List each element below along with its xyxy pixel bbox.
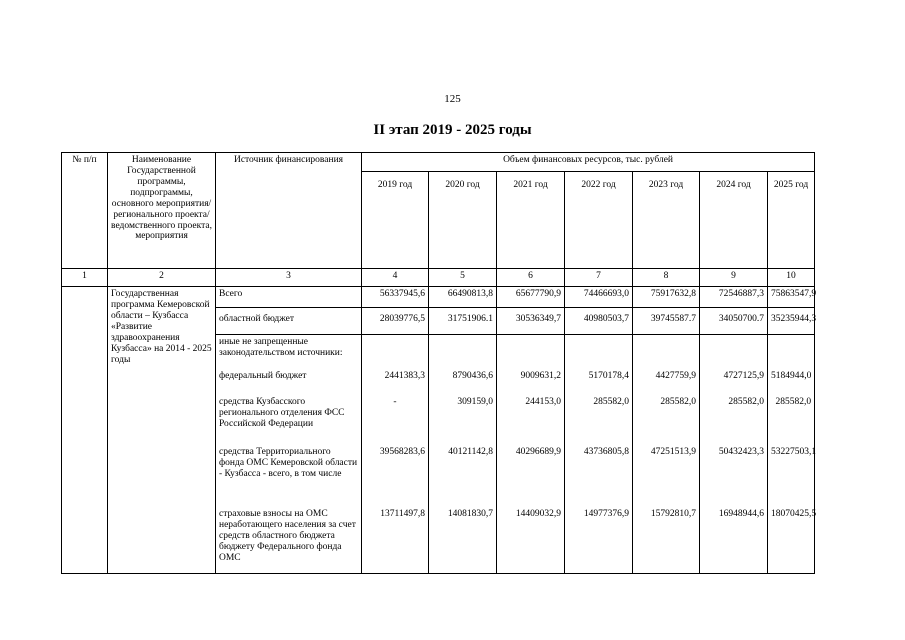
- value-cell: 285582,0: [768, 393, 815, 439]
- value-cell: 66490813,8: [429, 287, 497, 308]
- value-cell: 43736805,8: [565, 439, 633, 501]
- header-year-2021: 2021 год: [497, 172, 565, 269]
- value-cell: 8790436,6: [429, 365, 497, 393]
- header-year-2022: 2022 год: [565, 172, 633, 269]
- header-volume: Объем финансовых ресурсов, тыс. рублей: [362, 153, 815, 172]
- col-number: 6: [497, 269, 565, 287]
- col-number: 8: [633, 269, 700, 287]
- value-cell: 2441383,3: [362, 365, 429, 393]
- source-cell: иные не запрещенные законодательством источники:: [216, 335, 362, 366]
- value-cell: 34050700.7: [700, 308, 768, 335]
- header-num: № п/п: [62, 153, 108, 269]
- value-cell: 40980503,7: [565, 308, 633, 335]
- source-cell: областной бюджет: [216, 308, 362, 335]
- header-name: Наименование Государственной программы, подпрограммы, основного мероприятия/регионального проекта/ведомственного проекта, мероприятия: [108, 153, 216, 269]
- value-cell: 75917632,8: [633, 287, 700, 308]
- col-number: 3: [216, 269, 362, 287]
- value-cell: [633, 335, 700, 366]
- value-cell: 40296689,9: [497, 439, 565, 501]
- row-number-cell: [62, 287, 108, 574]
- col-number: 7: [565, 269, 633, 287]
- value-cell: 56337945,6: [362, 287, 429, 308]
- value-cell: 75863547,9: [768, 287, 815, 308]
- col-number: 10: [768, 269, 815, 287]
- value-cell: 39745587.7: [633, 308, 700, 335]
- value-cell: [429, 335, 497, 366]
- financing-table: [61, 152, 815, 574]
- value-cell: 285582,0: [633, 393, 700, 439]
- value-cell: [700, 335, 768, 366]
- value-cell: 40121142,8: [429, 439, 497, 501]
- header-year-2023: 2023 год: [633, 172, 700, 269]
- value-cell: 16948944,6: [700, 501, 768, 574]
- program-name: Государственная программа Кемеровской области – Кузбасса «Развитие здравоохранения Кузбасса» на 2014 - 2025 годы: [108, 287, 216, 574]
- col-number: 5: [429, 269, 497, 287]
- value-cell: [565, 335, 633, 366]
- value-cell: 5184944,0: [768, 365, 815, 393]
- value-cell: 53227503,1: [768, 439, 815, 501]
- header-year-2019: 2019 год: [362, 172, 429, 269]
- value-cell: 5170178,4: [565, 365, 633, 393]
- col-number: 1: [62, 269, 108, 287]
- value-cell: 244153,0: [497, 393, 565, 439]
- col-number: 2: [108, 269, 216, 287]
- value-cell: -: [362, 393, 429, 439]
- source-cell: страховые взносы на ОМС неработающего населения за счет средств областного бюджета бюджету Федерального фонда ОМС: [216, 501, 362, 574]
- value-cell: 14081830,7: [429, 501, 497, 574]
- value-cell: 13711497,8: [362, 501, 429, 574]
- value-cell: [362, 335, 429, 366]
- value-cell: 14977376,9: [565, 501, 633, 574]
- value-cell: 39568283,6: [362, 439, 429, 501]
- value-cell: [497, 335, 565, 366]
- value-cell: 15792810,7: [633, 501, 700, 574]
- header-source: Источник финансирования: [216, 153, 362, 269]
- value-cell: 47251513,9: [633, 439, 700, 501]
- header-year-2024: 2024 год: [700, 172, 768, 269]
- value-cell: 309159,0: [429, 393, 497, 439]
- value-cell: 50432423,3: [700, 439, 768, 501]
- source-cell: средства Кузбасского регионального отделения ФСС Российской Федерации: [216, 393, 362, 439]
- value-cell: 285582,0: [565, 393, 633, 439]
- value-cell: 9009631,2: [497, 365, 565, 393]
- value-cell: 14409032,9: [497, 501, 565, 574]
- value-cell: 18070425,5: [768, 501, 815, 574]
- value-cell: 72546887,3: [700, 287, 768, 308]
- page-title: II этап 2019 - 2025 годы: [373, 122, 532, 138]
- value-cell: 65677790,9: [497, 287, 565, 308]
- value-cell: [768, 335, 815, 366]
- col-number: 9: [700, 269, 768, 287]
- header-year-2025: 2025 год: [768, 172, 815, 269]
- col-number: 4: [362, 269, 429, 287]
- value-cell: 4427759,9: [633, 365, 700, 393]
- table-row: [62, 287, 815, 308]
- column-number-row: [62, 269, 815, 287]
- value-cell: 285582,0: [700, 393, 768, 439]
- value-cell: 28039776,5: [362, 308, 429, 335]
- header-year-2020: 2020 год: [429, 172, 497, 269]
- value-cell: 31751906.1: [429, 308, 497, 335]
- source-cell: федеральный бюджет: [216, 365, 362, 393]
- page-number: 125: [444, 93, 461, 105]
- value-cell: 35235944,3: [768, 308, 815, 335]
- source-cell: Всего: [216, 287, 362, 308]
- value-cell: 74466693,0: [565, 287, 633, 308]
- value-cell: 30536349,7: [497, 308, 565, 335]
- source-cell: средства Территориального фонда ОМС Кемеровской области - Кузбасса - всего, в том числе: [216, 439, 362, 501]
- value-cell: 4727125,9: [700, 365, 768, 393]
